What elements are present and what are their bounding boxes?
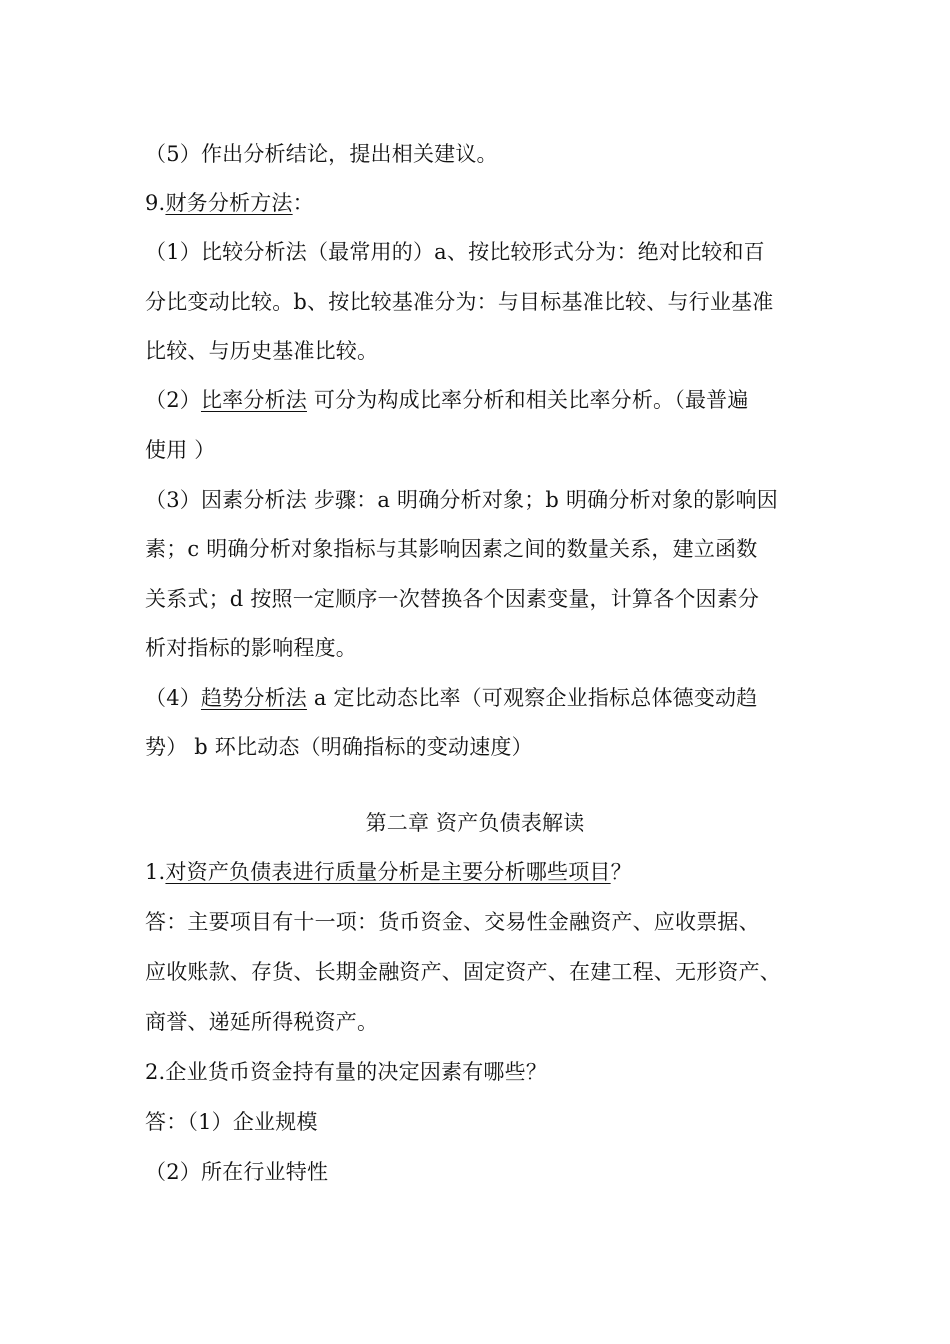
text-line: 分比变动比较。b、按比较基准分为：与目标基准比较、与行业基准 — [145, 290, 774, 314]
text-line: 答：（1）企业规模 — [145, 1110, 318, 1134]
text-line: 比较、与历史基准比较。 — [145, 339, 379, 363]
text-line: 使用 ） — [145, 438, 216, 462]
text-line: 商誉、递延所得税资产。 — [145, 1010, 379, 1034]
text-line: 关系式；d 按照一定顺序一次替换各个因素变量，计算各个因素分 — [145, 587, 760, 611]
text-line: （5）作出分析结论，提出相关建议。 — [145, 142, 498, 166]
text-line: （2）比率分析法 可分为构成比率分析和相关比率分析。（最普遍 — [145, 388, 749, 412]
text-line: （2）所在行业特性 — [145, 1160, 329, 1184]
text-line: （4）趋势分析法 a 定比动态比率（可观察企业指标总体德变动趋 — [145, 686, 758, 710]
text-line: 势） b 环比动态（明确指标的变动速度） — [145, 735, 533, 759]
text-line: 析对指标的影响程度。 — [145, 636, 357, 660]
text-line: 应收账款、存货、长期金融资产、固定资产、在建工程、无形资产、 — [145, 960, 781, 984]
text-line: （1）比较分析法（最常用的）a、按比较形式分为：绝对比较和百 — [145, 240, 765, 264]
text-line: 素；c 明确分析对象指标与其影响因素之间的数量关系，建立函数 — [145, 537, 758, 561]
text-line: （3）因素分析法 步骤：a 明确分析对象；b 明确分析对象的影响因 — [145, 488, 778, 512]
question-heading: 2.企业货币资金持有量的决定因素有哪些？ — [145, 1060, 548, 1084]
question-heading: 1.对资产负债表进行质量分析是主要分析哪些项目？ — [145, 860, 632, 884]
text-line: 答：主要项目有十一项：货币资金、交易性金融资产、应收票据、 — [145, 910, 760, 934]
section-heading-analysis-methods: 9.财务分析方法： — [145, 191, 314, 215]
chapter-title: 第二章 资产负债表解读 — [365, 811, 585, 835]
